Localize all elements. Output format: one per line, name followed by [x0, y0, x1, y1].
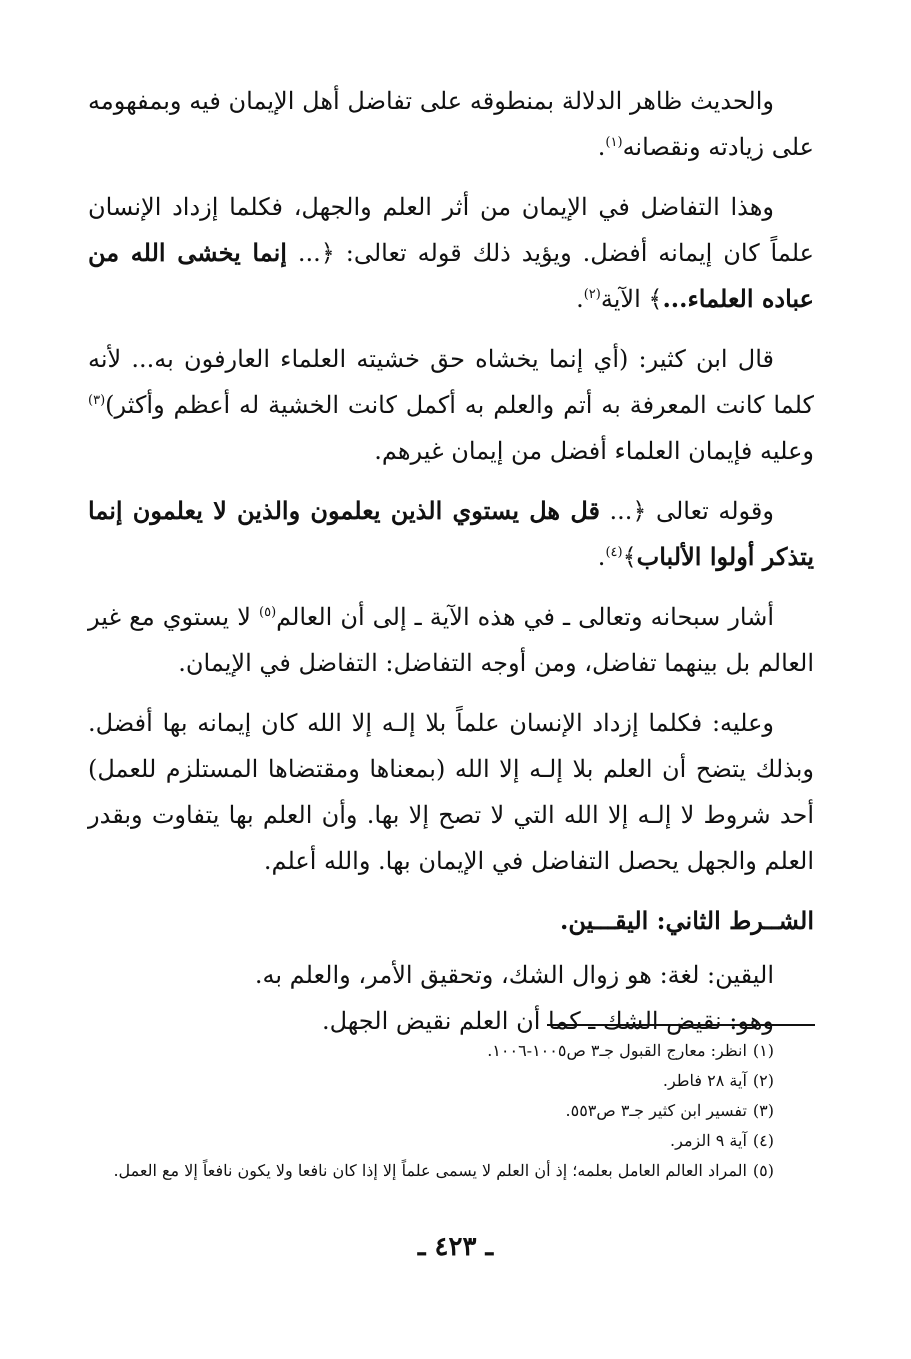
paragraph-3-tail: وعليه فإيمان العلماء أفضل من إيمان غيرهم. — [374, 437, 814, 465]
footnote-ref-1[interactable]: (١) — [605, 135, 623, 150]
paragraph-2 — [88, 184, 814, 322]
footnote-5 — [96, 1156, 814, 1186]
paragraph-1-tail: . — [597, 133, 606, 161]
footnote-5-number: (٥) — [752, 1161, 774, 1180]
section-heading: الشــرط الثاني: اليقـــين. — [559, 906, 814, 935]
footnote-3-number: (٣) — [752, 1101, 774, 1120]
paragraph-1 — [88, 78, 814, 170]
paragraph-2-line-1: وهذا التفاضل في الإيمان من أثر العلم والجهل، فكلما إزداد الإنسان — [88, 193, 774, 221]
footnote-4-number: (٤) — [752, 1131, 774, 1150]
paragraph-4 — [88, 488, 814, 580]
paragraph-5-tail: لا يستوي مع غير العالم بل بينهما تفاضل، ومن أوجه التفاضل: التفاضل في الإيمان. — [88, 603, 814, 677]
footnote-4-text: آية ٩ الزمر. — [670, 1131, 747, 1150]
paragraph-4-line-1: وقوله تعالى ﴿... — [599, 497, 774, 525]
footnote-ref-4[interactable]: (٤) — [605, 545, 623, 560]
paragraph-3-line-2: كلما كانت المعرفة به أتم والعلم به أكمل كانت الخشية له أعظم وأكثر) — [105, 391, 814, 419]
paragraph-4-tail: . — [597, 543, 606, 571]
paragraph-1-line-2: على زيادته ونقصانه — [622, 133, 814, 161]
paragraph-4-after: ﴾ — [622, 543, 637, 571]
footnote-ref-3[interactable]: (٣) — [88, 393, 106, 408]
paragraph-5-line-1: أشار سبحانه وتعالى ـ في هذه الآية ـ إلى أن العالم — [276, 603, 774, 631]
paragraph-2-tail: . — [576, 285, 584, 313]
footnote-1-text: انظر: معارج القبول جـ٣ ص١٠٠٥-١٠٠٦. — [487, 1041, 747, 1060]
main-text — [88, 78, 814, 1044]
footnote-3 — [96, 1096, 814, 1126]
footnote-4 — [96, 1126, 814, 1156]
footnote-divider — [547, 1024, 815, 1026]
paragraph-6 — [88, 700, 814, 884]
quran-verse-fatir: إنما يخشى الله من عباده العلماء... — [88, 238, 814, 313]
page-number: ـ ٤٢٣ ـ — [417, 1232, 494, 1262]
paragraph-2-after: ﴾ الآية — [600, 285, 663, 313]
footnote-3-text: تفسير ابن كثير جـ٣ ص٥٥٣. — [565, 1101, 747, 1120]
footnote-5-text: المراد العالم العامل بعلمه؛ إذ أن العلم لا يسمى علماً إلا إذا كان نافعا ولا يكون نافعاً إلا مع العمل. — [113, 1161, 747, 1180]
footnote-1-number: (١) — [752, 1041, 774, 1060]
footnote-2 — [96, 1066, 814, 1096]
definition-line-1: اليقين: لغة: هو زوال الشك، وتحقيق الأمر، والعلم به. — [254, 961, 774, 989]
paragraph-6-line-3: أحد شروط لا إلـه إلا الله التي لا تصح إلا بها. وأن العلم بها يتفاوت وبقدر — [88, 801, 814, 829]
footnote-1 — [96, 1036, 814, 1066]
definition-line-2: وهو: نقيض الشك ـ كما أن العلم نقيض الجهل. — [321, 1007, 774, 1035]
footnote-2-number: (٢) — [752, 1071, 774, 1090]
paragraph-2-line-2: علماً كان إيمانه أفضل. ويؤيد ذلك قوله تعالى: ﴿... — [286, 239, 814, 267]
footnote-2-text: آية ٢٨ فاطر. — [662, 1071, 747, 1090]
quran-verse-zumar: قل هل يستوي الذين يعلمون والذين لا يعلمون إنما يتذكر أولوا الألباب — [88, 496, 814, 571]
footnote-ref-2[interactable]: (٢) — [583, 287, 601, 302]
footnotes — [96, 1036, 814, 1186]
paragraph-3-line-1: قال ابن كثير: (أي إنما يخشاه حق خشيته العلماء العارفون به... لأنه — [88, 345, 774, 373]
paragraph-5 — [88, 594, 814, 686]
paragraph-6-line-1: وعليه: فكلما إزداد الإنسان علماً بلا إلـه إلا الله كان إيمانه بها أفضل. — [88, 709, 774, 737]
footnote-ref-5[interactable]: (٥) — [259, 605, 277, 620]
paragraph-1-line-1: والحديث ظاهر الدلالة بمنطوقه على تفاضل أهل الإيمان فيه وبمفهومه — [88, 87, 774, 115]
paragraph-3 — [88, 336, 814, 474]
paragraph-6-line-2: وبذلك يتضح أن العلم بلا إلـه إلا الله (بمعناها ومقتضاها المستلزم للعمل) — [88, 755, 815, 783]
paragraph-6-line-4: العلم والجهل يحصل التفاضل في الإيمان بها. والله أعلم. — [263, 847, 814, 875]
